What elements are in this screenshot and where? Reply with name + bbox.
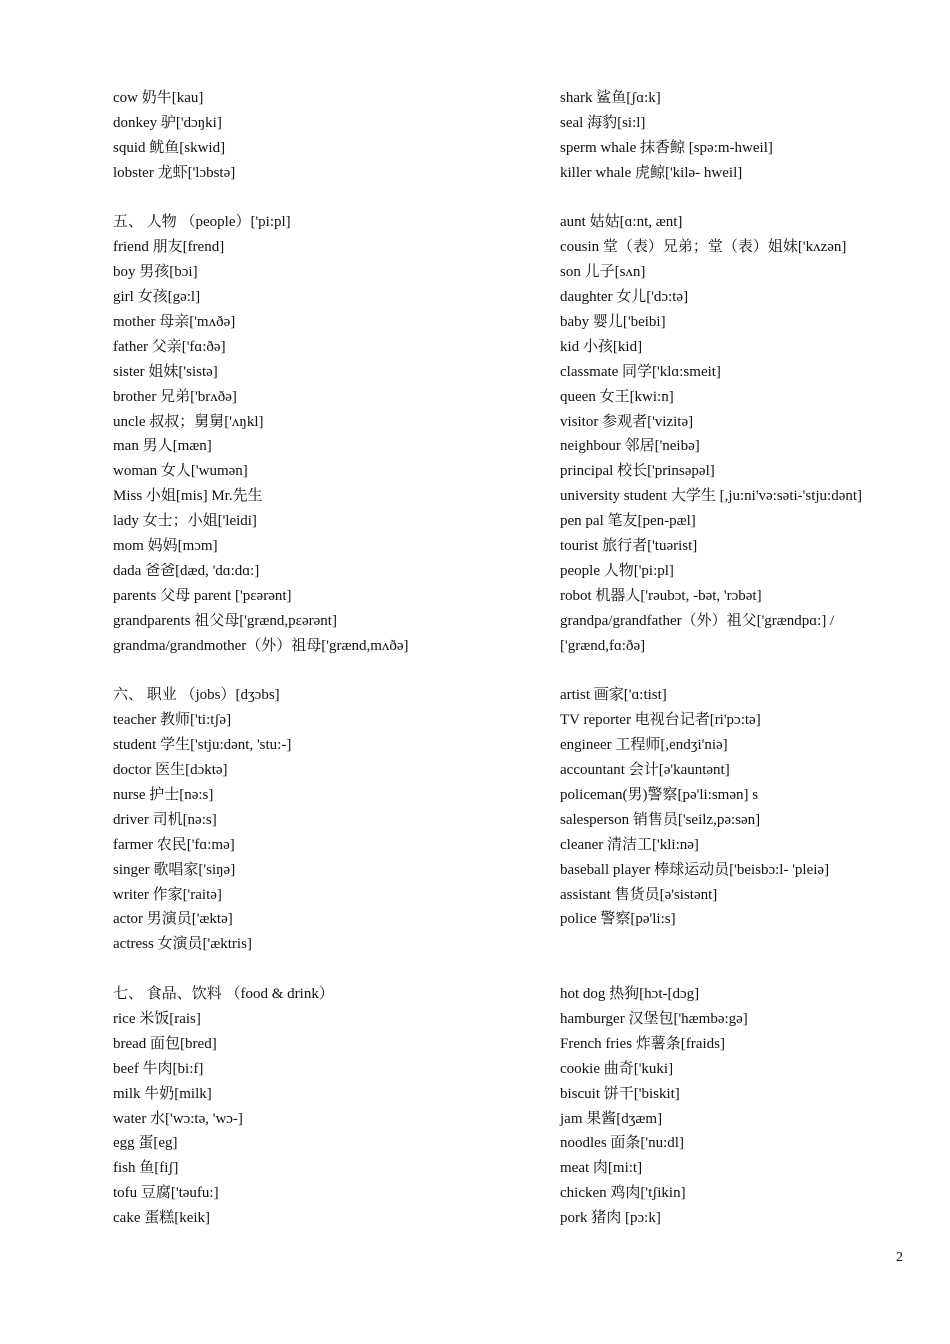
vocab-entry: policeman(男)警察[pə'li:smən] s [560, 786, 759, 803]
vocab-entry: boy 男孩[bɔi] [113, 264, 198, 281]
vocab-entry: cousin 堂（表）兄弟；堂（表）姐妹['kʌzən] [560, 239, 847, 256]
vocab-entry: bread 面包[bred] [113, 1035, 217, 1052]
vocab-entry: donkey 驴['dɔŋki] [113, 114, 222, 131]
vocab-entry: sister 姐妹['sistə] [113, 363, 218, 380]
vocab-entry: seal 海豹[si:l] [560, 114, 646, 131]
vocab-entry: hot dog 热狗[hɔt-[dɔg] [560, 986, 700, 1003]
vocab-entry: kid 小孩[kid] [560, 338, 643, 355]
vocab-entry: student 学生['stju:dənt, 'stu:-] [113, 737, 292, 754]
vocab-entry: egg 蛋[eg] [113, 1135, 178, 1152]
vocab-entry: salesperson 销售员['seilz,pə:sən] [560, 811, 761, 828]
vocab-entry: engineer 工程师[,endʒi'niə] [560, 737, 728, 754]
vocab-entry: sperm whale 抹香鲸 [spə:m-hweil] [560, 139, 773, 156]
vocab-entry: killer whale 虎鲸['kilə- hweil] [560, 164, 743, 181]
vocab-entry: grandparents 祖父母['grænd,pɛərənt] [113, 612, 337, 629]
vocab-entry: visitor 参观者['vizitə] [560, 413, 694, 430]
vocab-entry: hamburger 汉堡包['hæmbə:gə] [560, 1010, 748, 1027]
vocab-entry: father 父亲['fɑ:ðə] [113, 338, 226, 355]
blank-line [560, 932, 940, 957]
vocab-entry: friend 朋友[frend] [113, 239, 225, 256]
vocab-entry: robot 机器人['rəubɔt, -bət, 'rɔbət] [560, 587, 762, 604]
vocab-entry: chicken 鸡肉['tʃikin] [560, 1185, 686, 1202]
vocab-entry: beef 牛肉[bi:f] [113, 1060, 204, 1077]
vocab-entry: son 儿子[sʌn] [560, 264, 646, 281]
vocab-entry: jam 果酱[dʒæm] [560, 1110, 663, 1127]
vocab-entry: farmer 农民['fɑ:mə] [113, 836, 235, 853]
vocab-entry: baby 婴儿['beibi] [560, 314, 666, 331]
vocab-entry: singer 歌唱家['siŋə] [113, 861, 236, 878]
vocab-entry: TV reporter 电视台记者[ri'pɔ:tə] [560, 712, 761, 729]
vocab-entry: people 人物['pi:pl] [560, 562, 674, 579]
vocab-entry: woman 女人['wumən] [113, 463, 248, 480]
vocab-entry: queen 女王[kwi:n] [560, 388, 674, 405]
vocab-entry: cow 奶牛[kau] [113, 90, 204, 106]
vocab-entry: biscuit 饼干['biskit] [560, 1085, 680, 1102]
vocab-entry: artist 画家['ɑ:tist] [560, 687, 667, 704]
vocab-entry: assistant 售货员[ə'sistənt] [560, 886, 718, 903]
vocab-entry: cake 蛋糕[keik] [113, 1210, 211, 1227]
page-number: 2 [896, 1250, 903, 1265]
vocab-entry: daughter 女儿['dɔ:tə] [560, 289, 689, 306]
vocab-entry: 七、 食品、饮料 （food & drink） [113, 986, 334, 1003]
vocab-entry: cookie 曲奇['kuki] [560, 1060, 674, 1077]
vocab-entry: mom 妈妈[mɔm] [113, 538, 218, 555]
vocab-entry: brother 兄弟['brʌðə] [113, 388, 237, 405]
vocab-entry: ['grænd,fɑ:ðə] [560, 637, 646, 654]
vocab-entry: milk 牛奶[milk] [113, 1085, 212, 1102]
vocab-entry: doctor 医生[dɔktə] [113, 762, 228, 779]
vocab-entry: pork 猪肉 [pɔ:k] [560, 1210, 661, 1227]
vocab-entry: uncle 叔叔；舅舅['ʌŋkl] [113, 413, 264, 430]
vocab-entry: dada 爸爸[dæd, 'dɑ:dɑ:] [113, 562, 260, 579]
right-column [560, 86, 940, 1231]
blank-line [560, 957, 940, 982]
blank-line [113, 186, 533, 211]
vocab-entry: university student 大学生 [,ju:ni'və:səti-'stju:dənt] [560, 488, 863, 505]
vocab-entry: actor 男演员['æktə] [113, 911, 233, 928]
vocab-entry: noodles 面条['nu:dl] [560, 1135, 684, 1152]
vocab-entry: 六、 职业 （jobs）[dʒɔbs] [113, 687, 280, 704]
vocab-entry: neighbour 邻居['neibə] [560, 438, 700, 455]
vocab-entry: squid 鱿鱼[skwid] [113, 139, 226, 156]
vocab-entry: pen pal 笔友[pen-pæl] [560, 513, 696, 530]
vocab-entry: French fries 炸薯条[fraids] [560, 1035, 725, 1052]
vocab-entry: water 水['wɔ:tə, 'wɔ-] [113, 1110, 243, 1127]
vocab-entry: girl 女孩[gə:l] [113, 289, 201, 306]
vocab-entry: 五、 人物 （people）['pi:pl] [113, 214, 291, 231]
vocab-entry: fish 鱼[fiʃ] [113, 1160, 179, 1177]
vocab-entry: aunt 姑姑[ɑ:nt, ænt] [560, 214, 683, 231]
blank-line [560, 658, 940, 683]
blank-line [560, 186, 940, 211]
vocab-entry: tourist 旅行者['tuərist] [560, 538, 698, 555]
vocab-entry: grandma/grandmother（外）祖母['grænd,mʌðə] [113, 637, 409, 654]
vocab-entry: cleaner 清洁工['kli:nə] [560, 836, 699, 853]
vocab-entry: meat 肉[mi:t] [560, 1160, 643, 1177]
vocab-entry: man 男人[mæn] [113, 438, 212, 455]
vocab-entry: accountant 会计[ə'kauntənt] [560, 762, 730, 779]
vocab-entry: tofu 豆腐['təufu:] [113, 1185, 219, 1202]
vocab-entry: baseball player 棒球运动员['beisbɔ:l- 'pleiə] [560, 861, 830, 878]
vocab-entry: principal 校长['prinsəpəl] [560, 463, 715, 480]
vocab-entry: Miss 小姐[mis] Mr.先生 [113, 488, 263, 505]
vocab-entry: classmate 同学['klɑ:smeit] [560, 363, 721, 380]
left-column [113, 86, 533, 1231]
vocab-entry: mother 母亲['mʌðə] [113, 314, 236, 331]
vocab-entry: parents 父母 parent ['pɛərənt] [113, 587, 292, 604]
vocab-entry: writer 作家['raitə] [113, 886, 222, 903]
vocab-entry: police 警察[pə'li:s] [560, 911, 676, 928]
vocab-entry: lady 女士；小姐['leidi] [113, 513, 257, 530]
vocab-entry: actress 女演员['æktris] [113, 936, 252, 953]
vocab-entry: lobster 龙虾['lɔbstə] [113, 164, 236, 181]
vocab-entry: grandpa/grandfather（外）祖父['grændpɑ:] / [560, 612, 835, 629]
blank-line [113, 658, 533, 683]
vocab-entry: shark 鲨鱼[ʃɑ:k] [560, 90, 661, 106]
vocab-entry: driver 司机[nə:s] [113, 811, 217, 828]
blank-line [113, 957, 533, 982]
vocab-entry: rice 米饭[rais] [113, 1010, 201, 1027]
vocab-entry: nurse 护士[nə:s] [113, 786, 214, 803]
vocab-entry: teacher 教师['ti:tʃə] [113, 712, 232, 729]
